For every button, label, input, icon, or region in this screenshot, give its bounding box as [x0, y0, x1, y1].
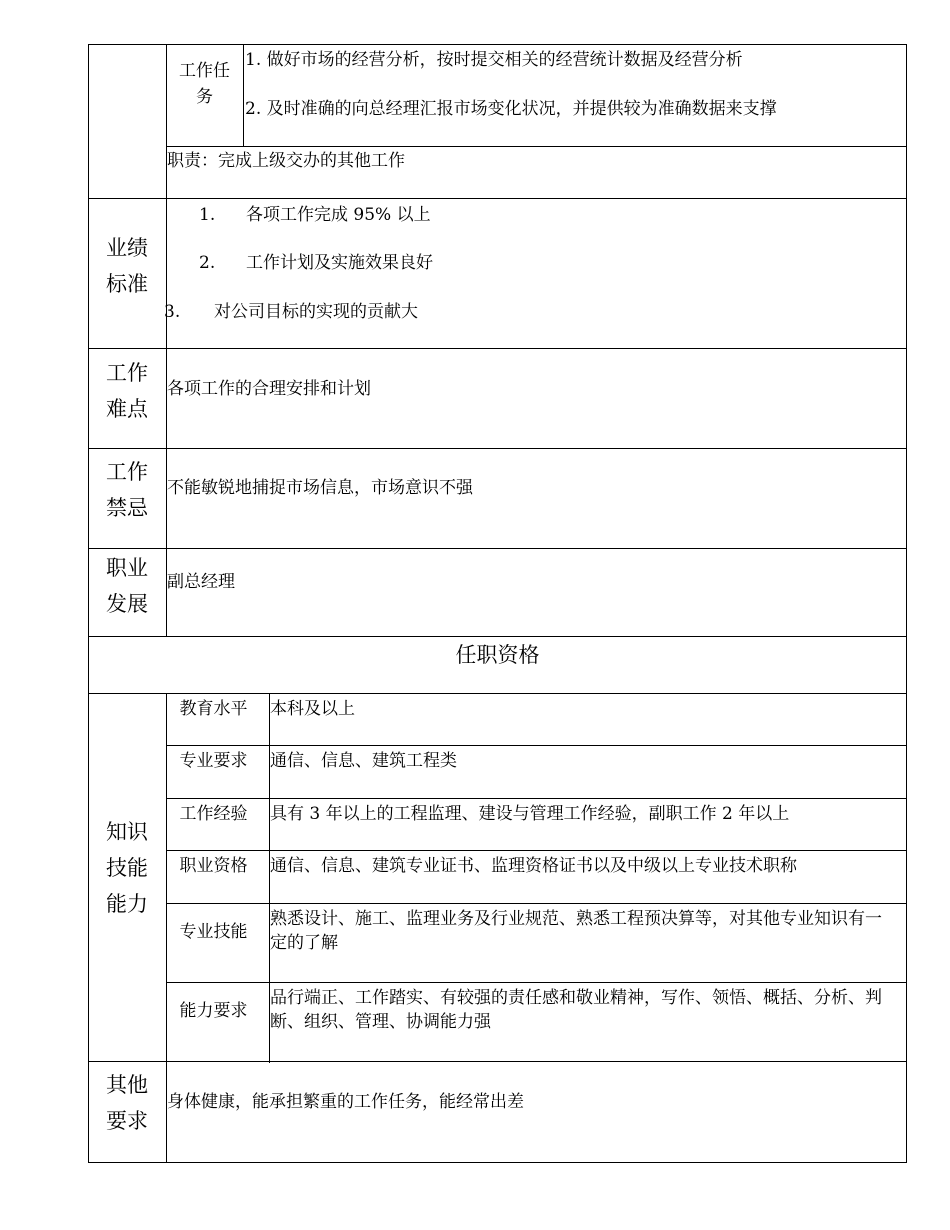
qual-label-certification: 职业资格 — [179, 856, 248, 876]
qual-value-education: 本科及以上 — [270, 699, 355, 719]
performance-num-2: 2. — [199, 253, 216, 273]
performance-item-2: 工作计划及实施效果良好 — [246, 253, 433, 273]
other-duty-text: 职责：完成上级交办的其他工作 — [167, 151, 405, 171]
task-label-cell — [166, 44, 244, 147]
qual-label-ability: 能力要求 — [179, 1001, 248, 1021]
other-label: 其他要求 — [106, 1073, 148, 1133]
performance-label-cell — [88, 198, 167, 349]
difficulty-text: 各项工作的合理安排和计划 — [167, 379, 371, 399]
divider — [166, 146, 907, 147]
taboo-label: 工作禁忌 — [106, 460, 148, 520]
qual-value-certification: 通信、信息、建筑专业证书、监理资格证书以及中级以上专业技术职称 — [270, 856, 797, 876]
performance-num-3: 3. — [164, 302, 181, 322]
difficulty-label: 工作难点 — [106, 361, 148, 421]
divider — [166, 982, 907, 983]
qual-value-skills: 熟悉设计、施工、监理业务及行业规范、熟悉工程预决算等，对其他专业知识有一定的了解 — [270, 909, 882, 953]
taboo-label-cell — [88, 448, 167, 549]
career-label-cell — [88, 548, 167, 637]
performance-label: 业绩标准 — [106, 236, 148, 296]
task-item-1: 1. 做好市场的经营分析，按时提交相关的经营统计数据及经营分析 — [245, 50, 743, 70]
performance-item-3: 对公司目标的实现的贡献大 — [214, 302, 418, 322]
qualification-title: 任职资格 — [455, 643, 540, 667]
other-label-cell — [88, 1061, 167, 1163]
divider — [166, 850, 907, 851]
qualification-label-cell — [88, 693, 167, 1063]
divider — [88, 548, 907, 549]
divider — [88, 636, 907, 637]
task-label: 工作任务 — [179, 61, 230, 107]
divider — [88, 198, 907, 199]
divider — [88, 348, 907, 349]
qual-value-major: 通信、信息、建筑工程类 — [270, 751, 457, 771]
task-item-2: 2. 及时准确的向总经理汇报市场变化状况，并提供较为准确数据来支撑 — [245, 99, 777, 119]
qual-value-ability: 品行端正、工作踏实、有较强的责任感和敬业精神，写作、领悟、概括、分析、判断、组织、管理、协调能力强 — [270, 988, 882, 1032]
other-text: 身体健康，能承担繁重的工作任务，能经常出差 — [167, 1092, 524, 1112]
divider — [88, 448, 907, 449]
qualification-label: 知识技能能力 — [106, 820, 148, 916]
difficulty-label-cell — [88, 348, 167, 449]
duty-left-blank-cell — [88, 44, 167, 199]
divider — [166, 798, 907, 799]
career-label: 职业发展 — [106, 556, 148, 616]
qual-label-experience: 工作经验 — [179, 804, 248, 824]
qual-value-experience: 具有 3 年以上的工程监理、建设与管理工作经验，副职工作 2 年以上 — [270, 804, 790, 824]
performance-num-1: 1. — [199, 205, 216, 225]
divider — [166, 745, 907, 746]
taboo-text: 不能敏锐地捕捉市场信息，市场意识不强 — [167, 478, 473, 498]
qual-label-skills: 专业技能 — [179, 922, 248, 942]
divider — [166, 903, 907, 904]
performance-item-1: 各项工作完成 95% 以上 — [246, 205, 431, 225]
career-text: 副总经理 — [167, 572, 235, 592]
qual-label-education: 教育水平 — [179, 699, 248, 719]
qual-label-major: 专业要求 — [179, 751, 248, 771]
divider — [88, 1061, 907, 1062]
